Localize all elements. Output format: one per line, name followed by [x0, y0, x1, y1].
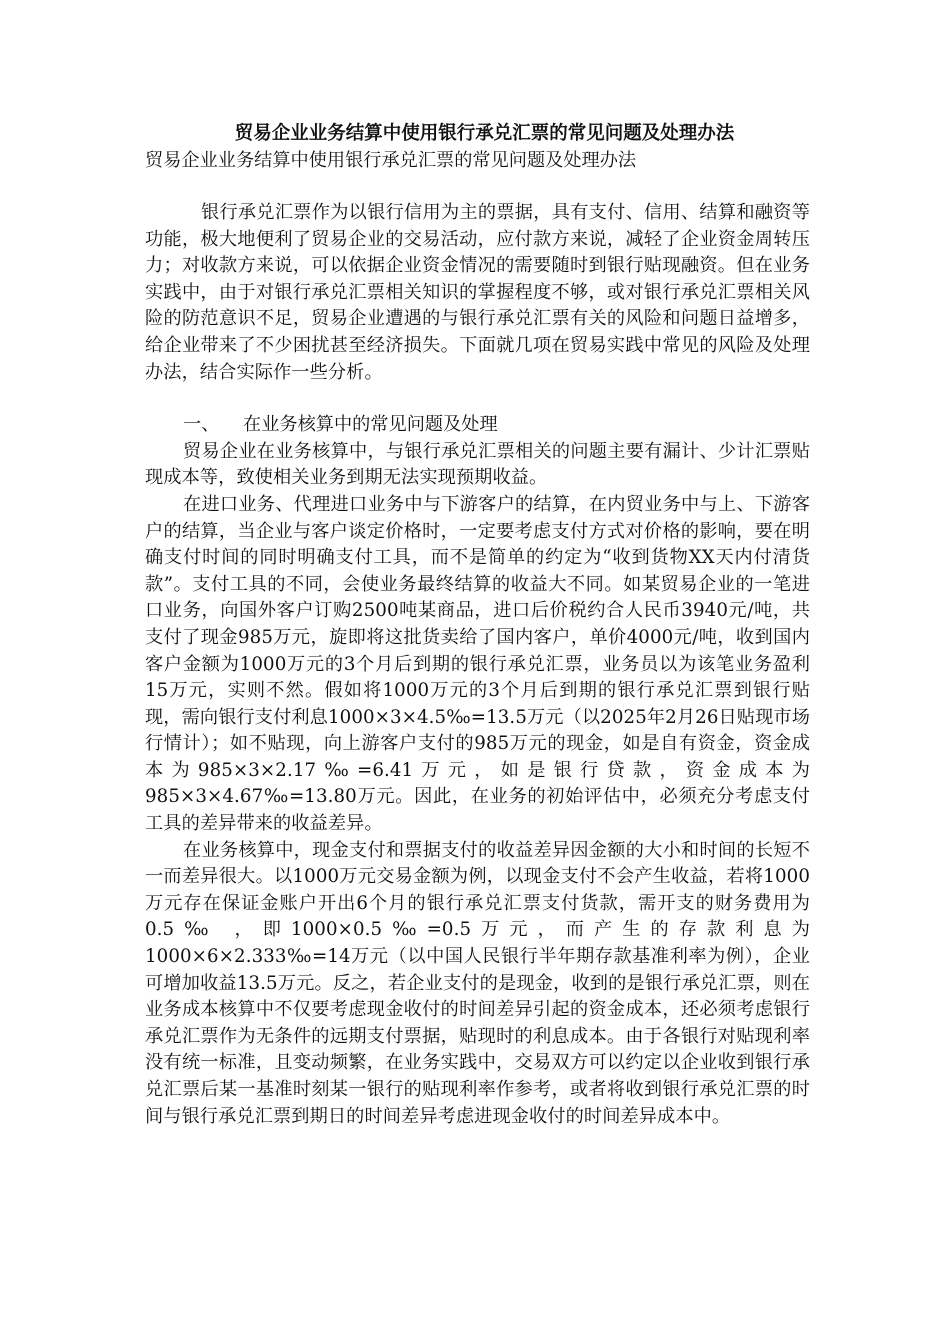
blank-line: [145, 174, 810, 200]
section-heading: [145, 412, 810, 439]
document-page: [145, 120, 810, 1130]
section-paragraph-3: 在业务核算中，现金支付和票据支付的收益差异因金额的大小和时间的长短不一而差异很大。以1000万元交易金额为例，以现金支付不会产生收益，若将1000万元存在保证金账户开出6个月的银行承兑汇票支付货款，需开支的财务费用为0.5‰ ，即1000×0.5‰=0.5万元，而产生的存款利息为1000×6×2.333‰=14万元（以中国人民银行半年期存款基准利率为例），企业可增加收益13.5万元。反之，若企业支付的是现金，收到的是银行承兑汇票，则在业务成本核算中不仅要考虑现金收付的时间差异引起的资金成本，还必须考虑银行承兑汇票作为无条件的远期支付票据，贴现时的利息成本。由于各银行对贴现利率没有统一标准，且变动频繁，在业务实践中，交易双方可以约定以企业收到银行承兑汇票后某一基准时刻某一银行的贴现利率作参考，或者将收到银行承兑汇票的时间与银行承兑汇票到期日的时间差异考虑进现金收付的时间差异成本中。: [145, 839, 810, 1127]
section-number: 一、: [183, 414, 220, 436]
section-paragraph-2: 在进口业务、代理进口业务中与下游客户的结算，在内贸业务中与上、下游客户的结算，当企业与客户谈定价格时，一定要考虑支付方式对价格的影响，要在明确支付时间的同时明确支付工具，而不是简单的约定为“收到货物XX天内付清货款”。支付工具的不同，会使业务最终结算的收益大不同。如某贸易企业的一笔进口业务，向国外客户订购2500吨某商品，进口后价税约合人民币3940元/吨，共支付了现金985万元，旋即将这批货卖给了国内客户，单价4000元/吨，收到国内客户金额为1000万元的3个月后到期的银行承兑汇票，业务员以为该笔业务盈利15万元，实则不然。假如将1000万元的3个月后到期的银行承兑汇票到银行贴现，需向银行支付利息1000×3×4.5‰=13.5万元（以2025年2月26日贴现市场行情计）；如不贴现，向上游客户支付的985万元的现金，如是自有资金，资金成本为985×3×2.17‰=6.41万元，如是银行贷款，资金成本为985×3×4.67‰=13.80万元。因此，在业务的初始评估中，必须充分考虑支付工具的差异带来的收益差异。: [145, 493, 810, 835]
section-heading-text: 在业务核算中的常见问题及处理: [243, 414, 498, 436]
document-subtitle: 贸易企业业务结算中使用银行承兑汇票的常见问题及处理办法: [145, 150, 637, 171]
document-title: 贸易企业业务结算中使用银行承兑汇票的常见问题及处理办法: [234, 123, 735, 144]
blank-line: [145, 386, 810, 412]
section-paragraph-1: 贸易企业在业务核算中，与银行承兑汇票相关的问题主要有漏计、少计汇票贴现成本等，致使相关业务到期无法实现预期收益。: [145, 440, 810, 489]
intro-paragraph: 银行承兑汇票作为以银行信用为主的票据，具有支付、信用、结算和融资等功能，极大地便利了贸易企业的交易活动，应付款方来说，减轻了企业资金周转压力；对收款方来说，可以依据企业资金情况的需要随时到银行贴现融资。但在业务实践中，由于对银行承兑汇票相关知识的掌握程度不够，或对银行承兑汇票相关风险的防范意识不足，贸易企业遭遇的与银行承兑汇票有关的风险和问题日益增多，给企业带来了不少困扰甚至经济损失。下面就几项在贸易实践中常见的风险及处理办法，结合实际作一些分析。: [145, 202, 810, 383]
